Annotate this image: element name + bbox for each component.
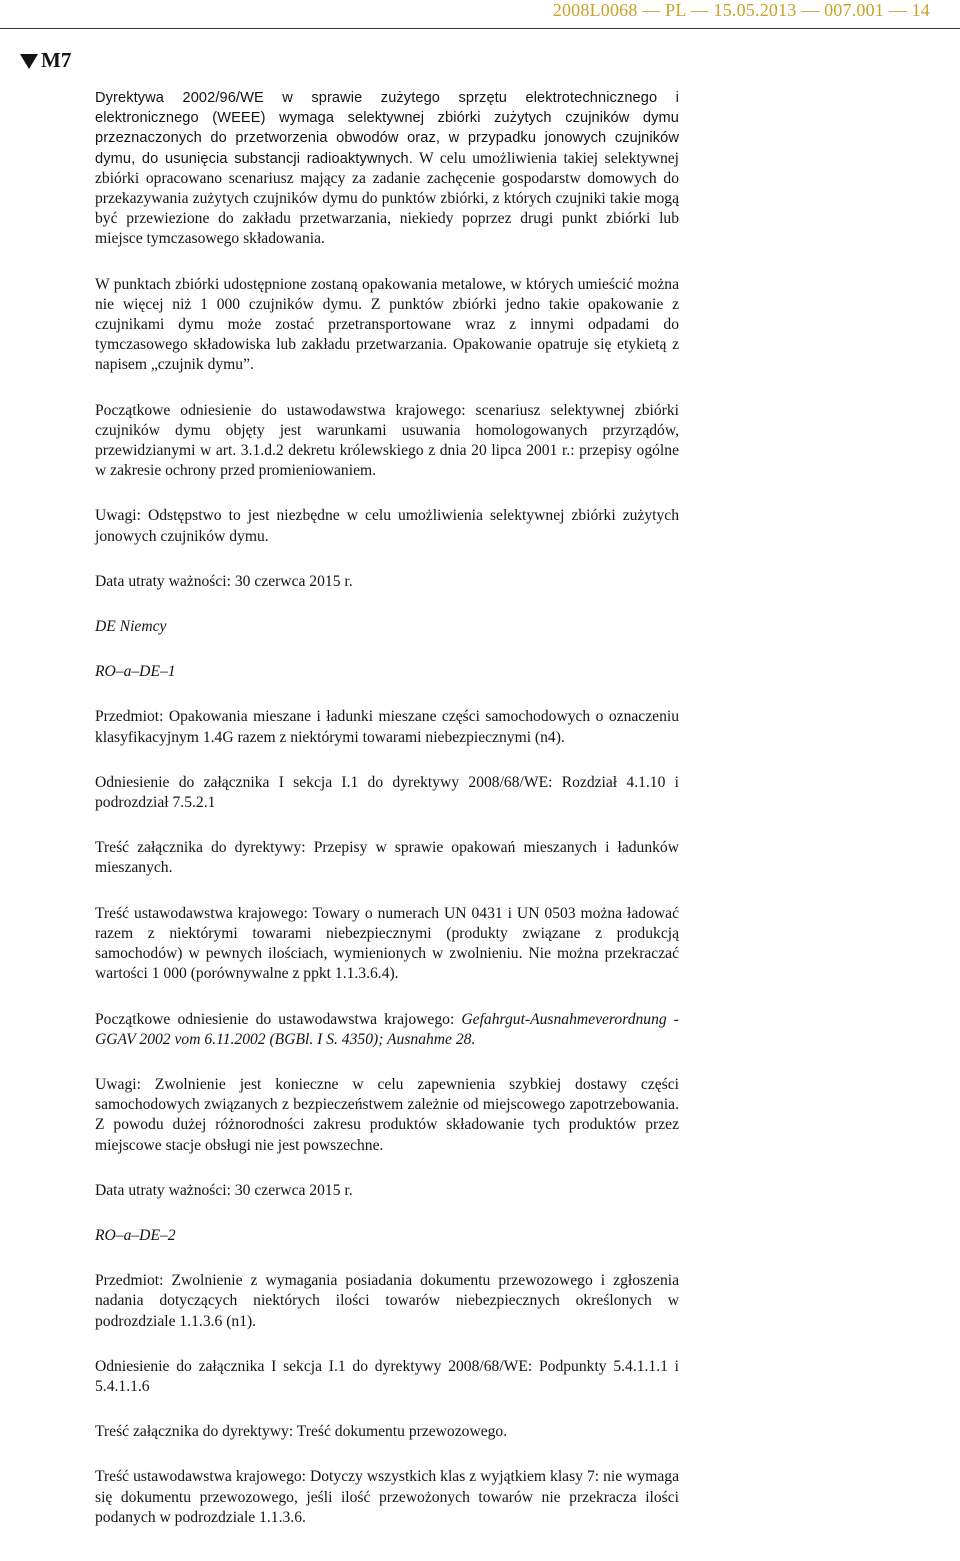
paragraph-remarks: Uwagi: Odstępstwo to jest niezbędne w celu umożliwienia selektywnej zbiórki zużytych jonowych czujników dymu.: [95, 507, 679, 545]
country-heading: DE Niemcy: [95, 618, 167, 636]
section-heading-ro-a-de-2: RO–a–DE–2: [95, 1226, 176, 1244]
paragraph-subject-2: Przedmiot: Zwolnienie z wymagania posiadania dokumentu przewozowego i zgłoszenia nadania dotyczących niektórych ilości towarów niebezpiecznych określonych w podrozdziale 1.1.3.6 (n1).: [95, 1272, 679, 1330]
paragraph-remarks-de: Uwagi: Zwolnienie jest konieczne w celu zapewnienia szybkiej dostawy części samochodowych związanych z bezpieczeństwem zależnie od miejscowego zapotrzebowania. Z powodu dużej różnorodności zakresu produktów składowanie tych produktów przez miejscowe stacje obsługi nie jest powszechne.: [95, 1075, 679, 1154]
paragraph-weee: [95, 88, 679, 250]
paragraph-weee-serif: W celu umożliwienia takiej selektywnej zbiórki opracowano scenariusz mający za zadanie zachęcenie gospodarstw domowych do przekazywania zużytych czujników dymu do punktów zbiórki, z których czujniki takie mogą być przewiezione do zakładu przetwarzania, niekiedy poprzez drugi punkt zbiórki lub miejsce tymczasowego składowania.: [95, 149, 679, 248]
triangle-down-icon: [20, 54, 38, 69]
reference-lead: Początkowe odniesienie do ustawodawstwa krajowego:: [95, 1010, 462, 1028]
paragraph-annex-content-2: Treść załącznika do dyrektywy: Treść dokumentu przewozowego.: [95, 1423, 508, 1441]
paragraph-expiry-date: Data utraty ważności: 30 czerwca 2015 r.: [95, 572, 353, 590]
paragraph-annex-reference-2: Odniesienie do załącznika I sekcja I.1 do dyrektywy 2008/68/WE: Podpunkty 5.4.1.1.1 i 5.4.1.1.6: [95, 1357, 679, 1395]
amendment-marker-label: M7: [41, 48, 72, 72]
section-heading-ro-a-de-1: RO–a–DE–1: [95, 663, 176, 681]
paragraph-weee-sans: Dyrektywa 2002/96/WE w sprawie zużytego sprzętu elektrotechnicznego i elektronicznego (WEEE) wymaga selektywnej zbiórki zużytych czujników dymu przeznaczonych do przetworzenia obwodów oraz, w przypadku jonowych czujników dymu, do usunięcia substancji radioaktywnych.: [95, 90, 679, 167]
paragraph-initial-reference-de: [95, 1010, 679, 1050]
page-header: [0, 0, 960, 29]
paragraph-annex-reference: Odniesienie do załącznika I sekcja I.1 do dyrektywy 2008/68/WE: Rozdział 4.1.10 i podrozdział 7.5.2.1: [95, 773, 679, 812]
paragraph-annex-content: Treść załącznika do dyrektywy: Przepisy w sprawie opakowań mieszanych i ładunków mieszanych.: [95, 839, 679, 877]
reference-title: Gefahrgut-Ausnahmeverordnung - GGAV 2002 vom 6.11.2002 (BGBl. I S. 4350); Ausnahme 28.: [95, 1010, 679, 1048]
running-head: 2008L0068 — PL — 15.05.2013 — 007.001 — 14: [552, 0, 930, 20]
paragraph-subject: Przedmiot: Opakowania mieszane i ładunki mieszane części samochodowych o oznaczeniu klasyfikacyjnym 1.4G razem z niektórymi towarami niebezpiecznymi (n4).: [95, 708, 679, 746]
paragraph-collection-points: W punktach zbiórki udostępnione zostaną opakowania metalowe, w których umieścić można nie więcej niż 1 000 czujników dymu. Z punktów zbiórki jedno takie opakowanie z czujnikami dymu może zostać przetransportowane wraz z innymi odpadami do tymczasowego składowiska lub zakładu przetwarzania. Opakowanie opatruje się etykietą z napisem „czujnik dymu”.: [95, 275, 679, 374]
paragraph-national-law: Treść ustawodawstwa krajowego: Towary o numerach UN 0431 i UN 0503 można ładować razem z niektórymi towarami niebezpiecznymi (produkty związane z produkcją samochodów) w pewnych ilościach, wymienionych w zwolnieniu. Nie można przekraczać wartości 1 000 (porównywalne z ppkt 1.1.3.6.4).: [95, 904, 679, 983]
amendment-marker: [20, 48, 71, 73]
document-body: [95, 88, 679, 1553]
paragraph-expiry-date-de: Data utraty ważności: 30 czerwca 2015 r.: [95, 1181, 353, 1199]
paragraph-initial-reference: Początkowe odniesienie do ustawodawstwa krajowego: scenariusz selektywnej zbiórki czujników dymu objęty jest warunkami usuwania homologowanych przyrządów, przewidzianymi w art. 3.1.d.2 dekretu królewskiego z dnia 20 lipca 2001 r.: przepisy ogólne w zakresie ochrony przed promieniowaniem.: [95, 401, 679, 480]
paragraph-national-law-2: Treść ustawodawstwa krajowego: Dotyczy wszystkich klas z wyjątkiem klasy 7: nie wymaga się dokumentu przewozowego, jeśli ilość przewożonych towarów nie przekracza ilości podanych w podrozdziale 1.1.3.6.: [95, 1468, 679, 1526]
